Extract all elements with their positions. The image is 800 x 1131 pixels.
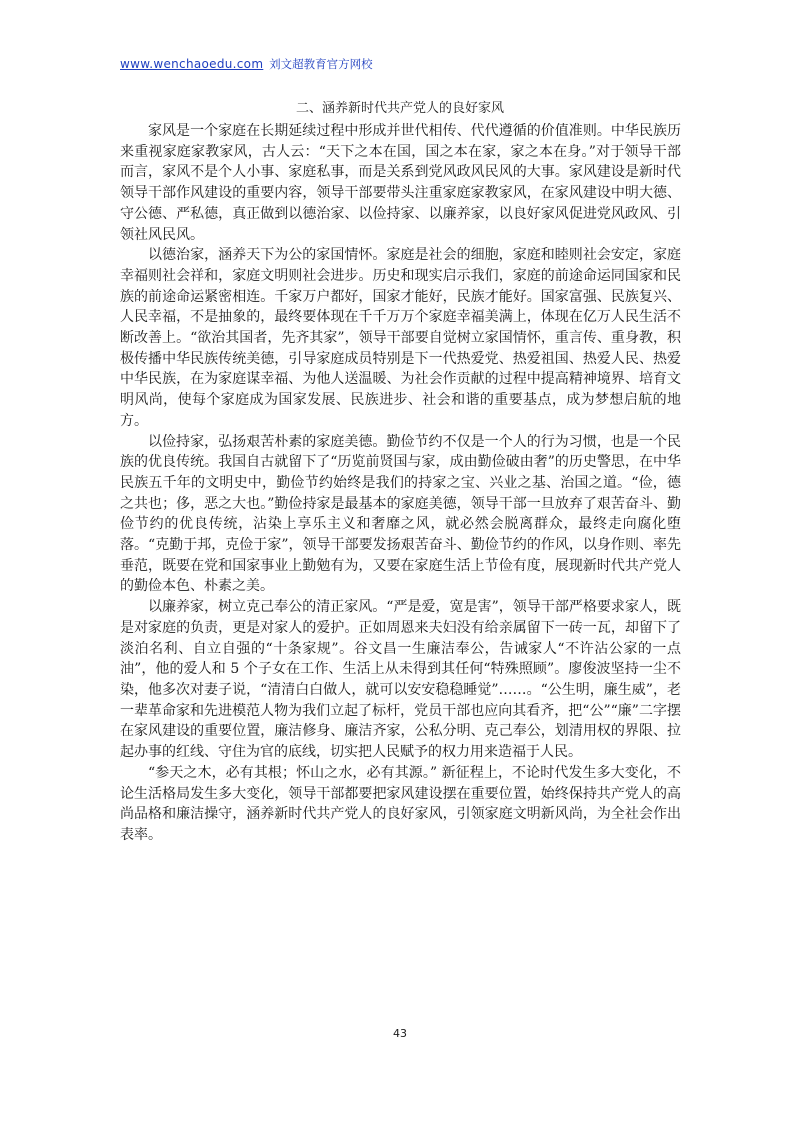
paragraph-conclusion: “参天之木，必有其根；怀山之水，必有其源。” 新征程上，不论时代发生多大变化，不论生活格局发生多大变化，领导干部都要把家风建设摆在重要位置，始终保持共产党人的高尚品格和廉洁操守，涵养新时代共产党人的良好家风，引领家庭文明新风尚，为全社会作出表率。 bbox=[120, 764, 681, 843]
section-title: 二、涵养新时代共产党人的良好家风 bbox=[295, 101, 504, 116]
page-header bbox=[120, 56, 373, 72]
organization-name: 刘文超教育官方网校 bbox=[269, 57, 373, 71]
page-number: 43 bbox=[393, 1027, 407, 1040]
paragraph-integrity: 以廉养家，树立克己奉公的清正家风。“严是爱，宽是害”，领导干部严格要求家人，既是对家庭的负责，更是对家人的爱护。正如周恩来夫妇没有给亲属留下一砖一瓦，却留下了淡泊名利、自立自强的“十条家规”。谷文昌一生廉洁奉公，告诫家人“不许沾公家的一点油”，他的爱人和 5 个子女在工作、生活上从未得到其任何“特殊照顾”。廖俊波坚持一尘不染，他多次对妻子说，“清清白白做人，就可以安安稳稳睡觉”……。“公生明，廉生威”，老一辈革命家和先进模范人物为我们立起了标杆，党员干部也应向其看齐，把“公”“廉”二字摆在家风建设的重要位置，廉洁修身、廉洁齐家，公私分明、克己奉公，划清用权的界限、拉起办事的红线、守住为官的底线，切实把人民赋予的权力用来造福于人民。 bbox=[120, 599, 681, 761]
paragraph-virtue: 以德治家，涵养天下为公的家国情怀。家庭是社会的细胞，家庭和睦则社会安定，家庭幸福则社会祥和，家庭文明则社会进步。历史和现实启示我们，家庭的前途命运同国家和民族的前途命运紧密相连。千家万户都好，国家才能好，民族才能好。国家富强、民族复兴、人民幸福，不是抽象的，最终要体现在千千万万个家庭幸福美满上，体现在亿万人民生活不断改善上。“欲治其国者，先齐其家”，领导干部要自觉树立家国情怀，重言传、重身教，积极传播中华民族传统美德，引导家庭成员特别是下一代热爱党、热爱祖国、热爱人民、热爱中华民族，在为家庭谋幸福、为他人送温暖、为社会作贡献的过程中提高精神境界、培育文明风尚，使每个家庭成为国家发展、民族进步、社会和谐的重要基点，成为梦想启航的地方。 bbox=[120, 247, 681, 429]
document-body bbox=[120, 121, 681, 846]
paragraph-thrift: 以俭持家，弘扬艰苦朴素的家庭美德。勤俭节约不仅是一个人的行为习惯，也是一个民族的优良传统。我国自古就留下了“历览前贤国与家，成由勤俭破由奢”的历史警思，在中华民族五千年的文明史中，勤俭节约始终是我们的持家之宝、兴业之基、治国之道。“俭，德之共也；侈，恶之大也。”勤俭持家是最基本的家庭美德，领导干部一旦放弃了艰苦奋斗、勤俭节约的优良传统，沾染上享乐主义和奢靡之风，就必然会脱离群众，最终走向腐化堕落。“克勤于邦，克俭于家”，领导干部要发扬艰苦奋斗、勤俭节约的作风，以身作则、率先垂范，既要在党和国家事业上勤勉有为，又要在家庭生活上节俭有度，展现新时代共产党人的勤俭本色、朴素之美。 bbox=[120, 433, 681, 595]
website-link[interactable]: www.wenchaoedu.com bbox=[120, 57, 264, 71]
paragraph-intro: 家风是一个家庭在长期延续过程中形成并世代相传、代代遵循的价值准则。中华民族历来重视家庭家教家风，古人云：“天下之本在国，国之本在家，家之本在身。”对于领导干部而言，家风不是个人小事、家庭私事，而是关系到党风政风民风的大事。家风建设是新时代领导干部作风建设的重要内容，领导干部要带头注重家庭家教家风，在家风建设中明大德、守公德、严私德，真正做到以德治家、以俭持家、以廉养家，以良好家风促进党风政风、引领社风民风。 bbox=[120, 123, 681, 243]
